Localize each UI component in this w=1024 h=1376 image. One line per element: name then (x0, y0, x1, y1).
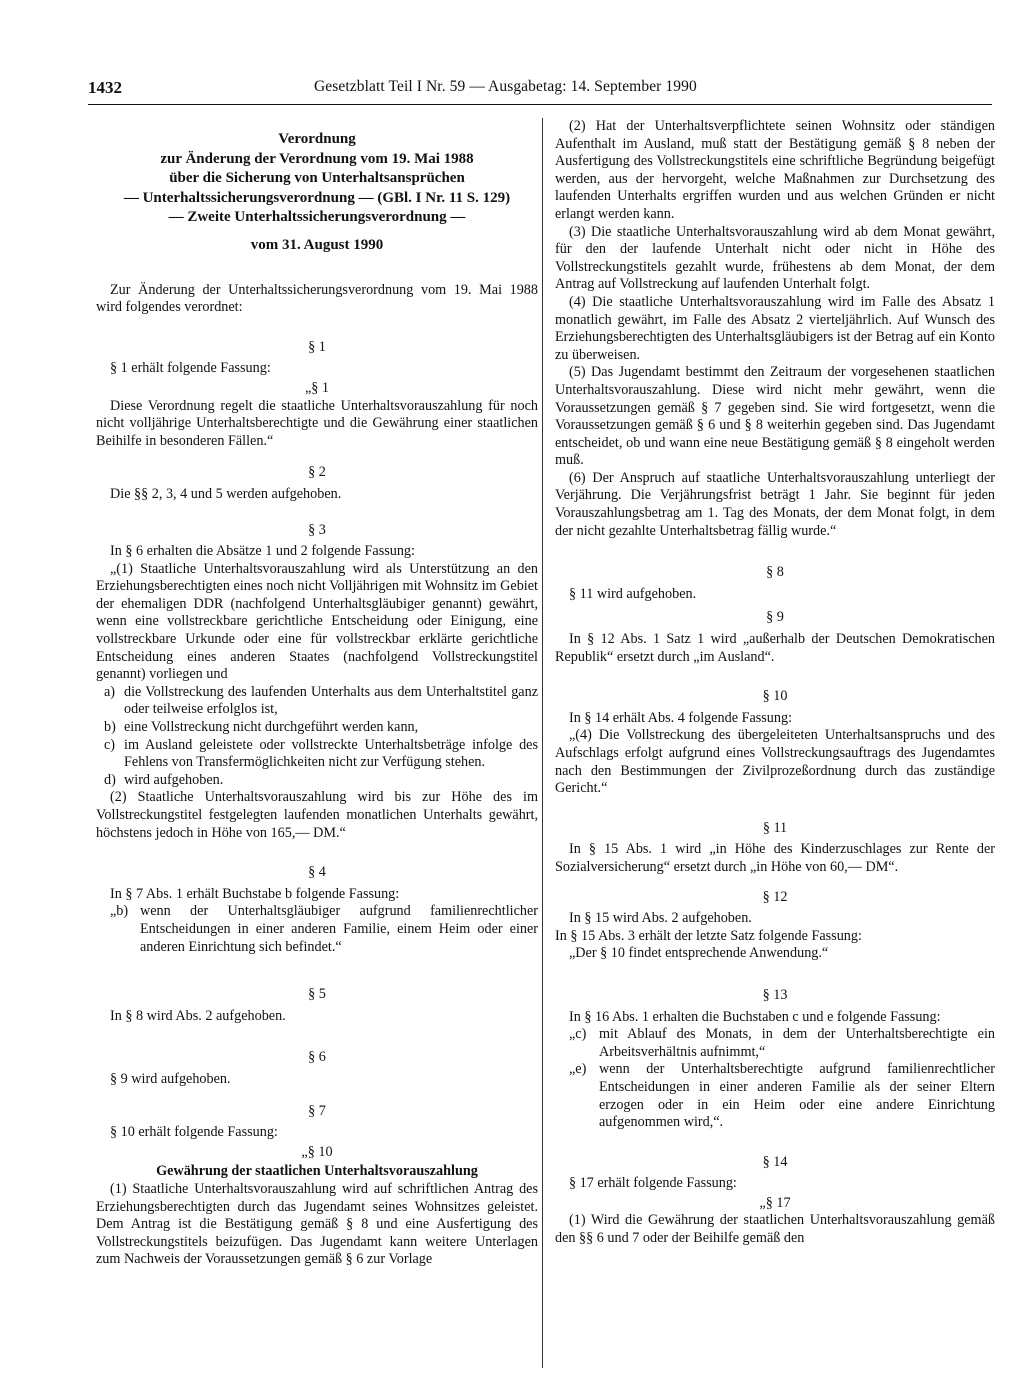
section-lead: In § 7 Abs. 1 erhält Buchstabe b folgende Fassung: (110, 885, 400, 902)
item-list (96, 903, 538, 956)
left-column (96, 118, 538, 1269)
section-lead: § 1 erhält folgende Fassung: (110, 360, 271, 377)
section-heading: § 5 (308, 986, 326, 1003)
section-heading: § 2 (308, 464, 326, 481)
section-text: In § 15 wird Abs. 2 aufgehoben. (569, 910, 752, 927)
item-label: c) (104, 736, 116, 753)
item-label: „e) (569, 1061, 587, 1078)
title-date: vom 31. August 1990 (250, 236, 384, 253)
item-text: mit Ablauf des Monats, in dem der Unterhaltsberechtigte ein Arbeitsverhältnis aufnimmt,“ (599, 1026, 995, 1060)
list-item (96, 772, 538, 790)
quoted-section-heading: „§ 17 (759, 1194, 791, 1211)
item-text: im Ausland geleistete oder vollstreckte Unterhaltsbeträge infolge des Fehlens von Transfermöglichkeiten nicht zur Verfügung stehen. (124, 736, 538, 771)
item-list (96, 684, 538, 790)
page-header (88, 78, 992, 105)
title-line: zur Änderung der Verordnung vom 19. Mai 1988 (160, 150, 474, 167)
section-heading: § 12 (762, 888, 788, 905)
item-label: d) (104, 771, 116, 788)
section-heading: § 1 (308, 338, 326, 355)
section-text: (1) Staatliche Unterhaltsvorauszahlung wird auf schriftlichen Antrag des Erziehungsberechtigten durch das Jugendamt seines Wohnsitzes geleistet. Dem Antrag ist die Bestätigung gemäß § 8 und eine Ausfertigung des Vollstreckungstitels beizufügen. Das Jugendamt kann weitere Unterlagen zum Nachweis der Voraussetzungen gemäß § 6 zur Vorlage (96, 1180, 538, 1268)
section-text: § 9 wird aufgehoben. (110, 1070, 231, 1087)
title-line: Verordnung (278, 131, 356, 147)
item-text: wird aufgehoben. (124, 771, 224, 788)
running-title: Gesetzblatt Teil I Nr. 59 — Ausgabetag: 14. September 1990 (314, 78, 697, 95)
section-lead: In § 14 erhält Abs. 4 folgende Fassung: (569, 709, 793, 726)
section-heading: § 11 (762, 819, 788, 836)
section-text: Die §§ 2, 3, 4 und 5 werden aufgehoben. (110, 485, 342, 502)
section-lead: In § 6 erhalten die Absätze 1 und 2 folgende Fassung: (110, 543, 415, 560)
section-text: „Der § 10 findet entsprechende Anwendung.“ (569, 945, 829, 962)
section-text: Diese Verordnung regelt die staatliche Unterhaltsvorauszahlung für noch nicht volljährige Unterhaltsberechtigte und die Gewährung einer staatlichen Beihilfe in besonderen Fällen.“ (96, 397, 538, 449)
list-item (569, 1026, 995, 1061)
section-text: (2) Hat der Unterhaltsverpflichtete seinen Wohnsitz oder ständigen Aufenthalt im Ausland, muß statt der Bestätigung gemäß § 8 neben der Ausfertigung des Vollstreckungstitels eine schriftliche Begründung beigefügt werden, aus der hervorgeht, welche Maßnahmen zur Durchsetzung des laufenden Unterhalts ergriffen wurden und aus welchen Gründen er nicht erlangt werden kann. (555, 118, 995, 222)
section-heading: § 13 (762, 986, 788, 1003)
section-lead: § 17 erhält folgende Fassung: (569, 1175, 737, 1192)
section-lead: § 10 erhält folgende Fassung: (110, 1124, 278, 1141)
list-item (110, 903, 538, 956)
page-number: 1432 (88, 78, 122, 97)
section-text: In § 15 Abs. 3 erhält der letzte Satz folgende Fassung: (555, 927, 862, 944)
section-heading: § 3 (308, 521, 326, 538)
section-text: (3) Die staatliche Unterhaltsvorauszahlung wird ab dem Monat gewährt, für den der laufende Unterhalt nicht oder nicht in Höhe des Vollstreckungstitels gezahlt wurde, frühestens ab dem Monat, der dem Antrag auf Vollstreckung auf laufenden Unterhalt folgt. (555, 223, 995, 293)
quoted-section-heading: „§ 1 (304, 379, 330, 396)
title-line: — Unterhaltssicherungsverordnung — (GBl. I Nr. 11 S. 129) (123, 189, 511, 206)
section-text: „(4) Die Vollstreckung des übergeleiteten Unterhaltsanspruchs und des Aufschlags erfolgt aufgrund eines Vollstreckungsauftrags des Jugendamtes nach den Bestimmungen der Zivilprozeßordnung durch das zuständige Gericht.“ (555, 727, 995, 797)
section-heading: § 10 (762, 688, 788, 705)
list-item (569, 1061, 995, 1131)
section-text: § 11 wird aufgehoben. (569, 585, 697, 602)
item-list (555, 1026, 995, 1132)
title-line: — Zweite Unterhaltssicherungsverordnung — (168, 209, 466, 226)
item-text: wenn der Unterhaltsberechtigte aufgrund familienrechtlicher Entscheidungen in einer anderen Familie als der seiner Eltern erzogen oder in ein Heim oder eine andere Einrichtung aufgenommen wird,“. (599, 1061, 995, 1131)
list-item (96, 737, 538, 772)
section-text: In § 8 wird Abs. 2 aufgehoben. (110, 1007, 286, 1024)
list-item (96, 719, 538, 737)
intro-paragraph: Zur Änderung der Unterhaltssicherungsverordnung vom 19. Mai 1988 wird folgendes verordnet: (96, 281, 538, 316)
section-text: (5) Das Jugendamt bestimmt den Zeitraum der vorgesehenen staatlichen Unterhaltsvorauszahlung. Diese wird nicht mehr gewährt, wenn die Voraussetzungen gemäß § 7 gegeben sind. Sie wird fortgesetzt, wenn die Voraussetzungen gemäß § 6 und § 8 weiterhin gegeben sind. Das Jugendamt entscheidet, ob und wann eine neue Bestätigung gemäß § 8 eingeholt werden muß. (555, 364, 995, 469)
section-text: (6) Der Anspruch auf staatliche Unterhaltsvorauszahlung unterliegt der Verjährung. Die Verjährungsfrist beträgt 1 Jahr. Sie beginnt für jeden Vorauszahlungsbetrag am 1. Tag des Monats, der dem Monat folgt, in dem der nicht gezahlte Unterhaltsbetrag fällig wurde.“ (555, 469, 995, 539)
section-text: (1) Wird die Gewährung der staatlichen Unterhaltsvorauszahlung gemäß den §§ 6 und 7 oder der Beihilfe gemäß den (555, 1212, 995, 1247)
section-text: (2) Staatliche Unterhaltsvorauszahlung wird bis zur Höhe des im Vollstreckungstitel festgelegten laufenden monatlichen Unterhalts gewährt, höchstens jedoch in Höhe von 165,— DM.“ (96, 789, 538, 841)
section-heading: § 7 (308, 1102, 326, 1119)
section-heading: § 9 (766, 609, 784, 626)
quoted-section-heading: „§ 10 (301, 1143, 333, 1160)
ordinance-title (96, 130, 538, 256)
section-lead: In § 16 Abs. 1 erhalten die Buchstaben c und e folgende Fassung: (569, 1008, 941, 1025)
column-divider (542, 118, 543, 1368)
section-text: In § 12 Abs. 1 Satz 1 wird „außerhalb der Deutschen Demokratischen Republik“ ersetzt durch „im Ausland“. (555, 631, 995, 665)
section-text: „(1) Staatliche Unterhaltsvorauszahlung wird als Unterstützung an den Erziehungsberechtigten eines noch nicht Volljährigen mit Wohnsitz im Gebiet der ehemaligen DDR (nachfolgend Unterhaltsgläubiger genannt) gewährt, wenn eine vollstreckbare gerichtliche Entscheidung oder Einigung, eine vollstreckbare Urkunde oder eine für vollstreckbar erklärte gerichtliche Entscheidung eines anderen Staates (nachfolgend Vollstreckungstitel genannt) vorliegen und (96, 560, 538, 683)
item-text: die Vollstreckung des laufenden Unterhalts aus dem Unterhaltstitel ganz oder teilweise erfolglos ist, (124, 683, 538, 718)
item-text: eine Vollstreckung nicht durchgeführt werden kann, (124, 719, 419, 736)
section-text: (4) Die staatliche Unterhaltsvorauszahlung wird im Falle des Absatz 1 monatlich gewährt, im Falle des Absatz 2 vierteljährlich. Auf Wunsch des Erziehungsberechtigten des Unterhaltsgläubigers ist der Betrag auf ein Konto zu überweisen. (555, 293, 995, 363)
item-label: b) (104, 719, 116, 736)
section-heading: § 6 (308, 1049, 326, 1066)
section-heading: § 8 (766, 564, 784, 581)
title-line: über die Sicherung von Unterhaltsansprüchen (169, 170, 465, 187)
item-text: wenn der Unterhaltsgläubiger aufgrund familienrechtlicher Entscheidungen in einer anderen Familie, einem Heim oder einer anderen Einrichtung sich befindet.“ (140, 903, 538, 955)
list-item (96, 684, 538, 719)
section-heading: § 4 (308, 864, 326, 881)
subsection-title: Gewährung der staatlichen Unterhaltsvorauszahlung (156, 1163, 478, 1180)
section-text: In § 15 Abs. 1 wird „in Höhe des Kinderzuschlages zur Rente der Sozialversicherung“ ersetzt durch „in Höhe von 60,— DM“. (555, 841, 995, 875)
item-label: „b) (110, 903, 129, 920)
section-heading: § 14 (762, 1153, 788, 1170)
item-label: a) (104, 683, 116, 700)
right-column (555, 118, 995, 1248)
item-label: „c) (569, 1026, 587, 1043)
